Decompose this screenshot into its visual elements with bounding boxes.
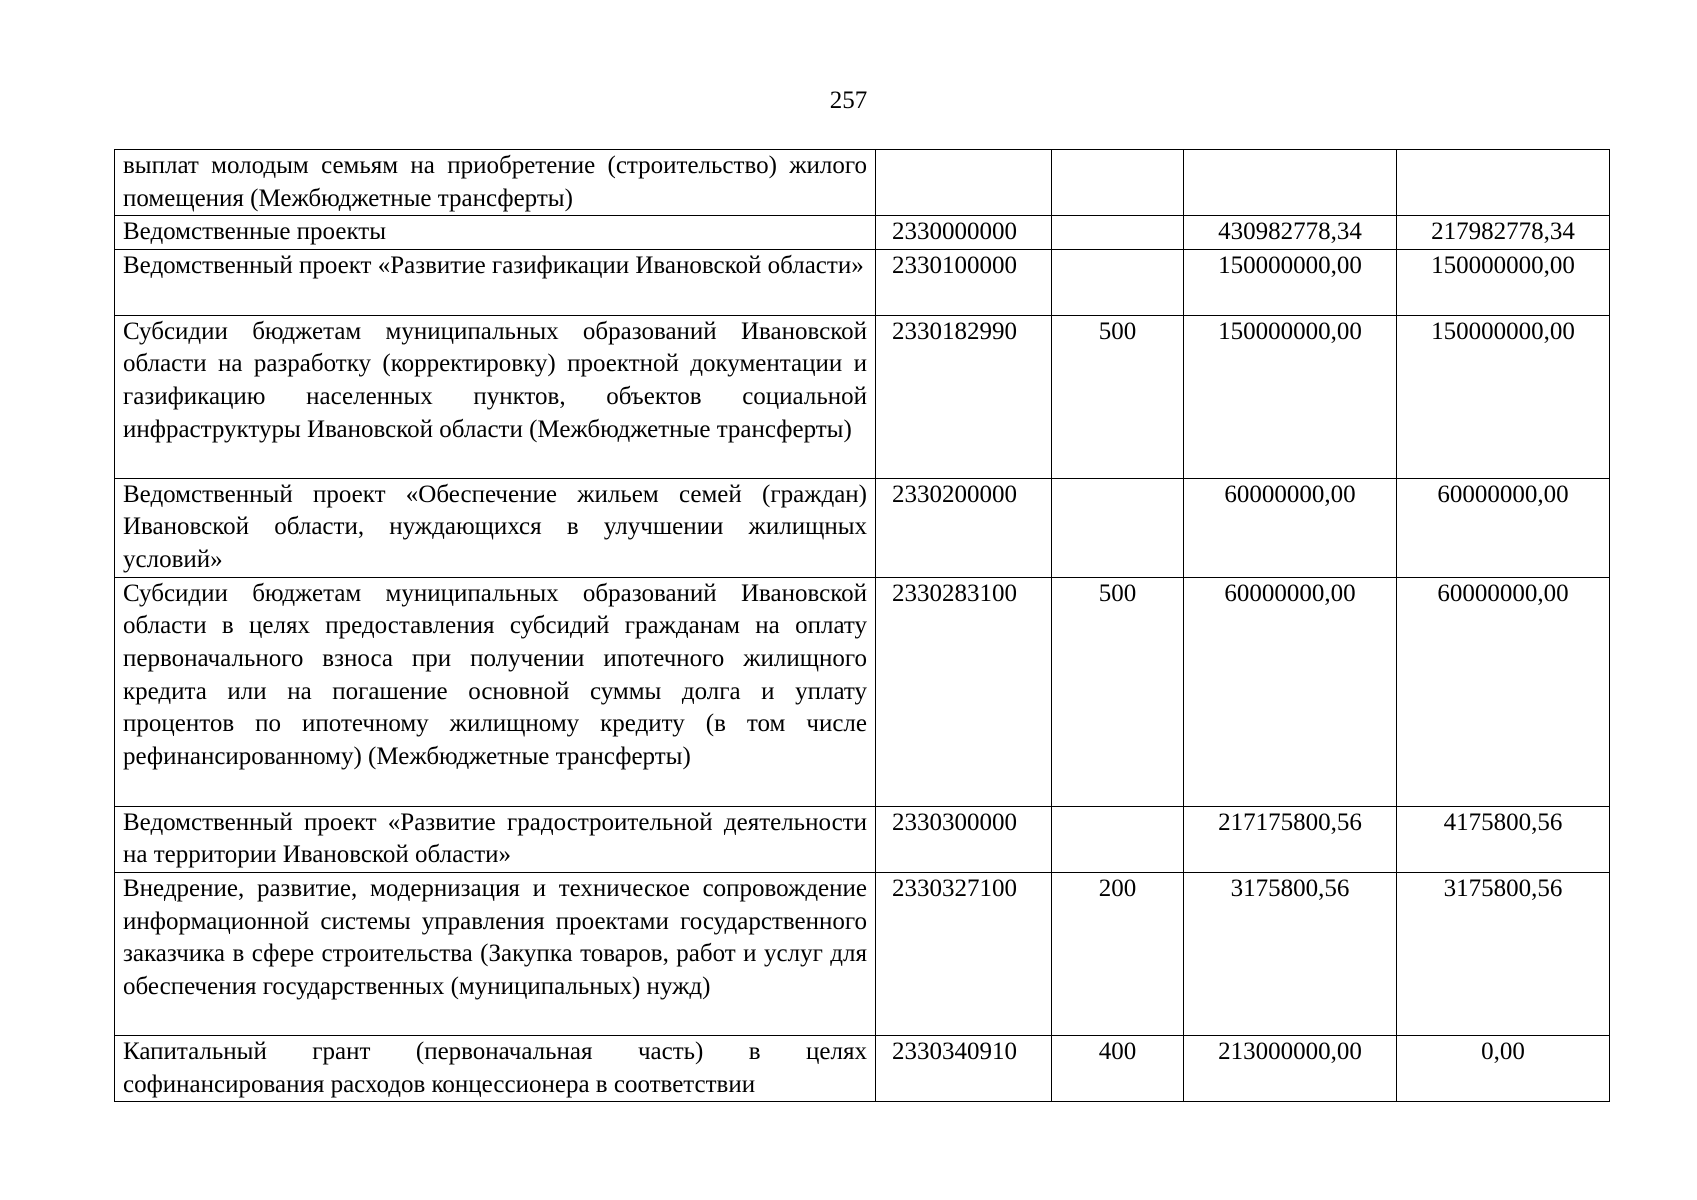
table-row	[115, 150, 1610, 216]
row-name-cell: Ведомственные проекты	[115, 216, 876, 250]
row-sum2-cell: 217982778,34	[1397, 216, 1610, 250]
row-name-cell: Капитальный грант (первоначальная часть) в целях софинансирования расходов концессионера в соответствии	[115, 1035, 876, 1101]
row-code-cell: 2330182990	[876, 315, 1052, 478]
row-name-cell: Ведомственный проект «Развитие газификации Ивановской области»	[115, 249, 876, 315]
row-type-cell: 500	[1052, 315, 1184, 478]
row-code-cell	[876, 150, 1052, 216]
row-sum1-cell: 217175800,56	[1184, 806, 1397, 872]
row-type-cell	[1052, 478, 1184, 577]
row-type-cell	[1052, 150, 1184, 216]
row-type-cell	[1052, 216, 1184, 250]
row-code-cell: 2330200000	[876, 478, 1052, 577]
row-type-cell	[1052, 806, 1184, 872]
row-sum1-cell: 150000000,00	[1184, 315, 1397, 478]
row-code-cell: 2330100000	[876, 249, 1052, 315]
table-row	[115, 872, 1610, 1035]
row-sum2-cell: 4175800,56	[1397, 806, 1610, 872]
row-type-cell: 400	[1052, 1035, 1184, 1101]
row-name-cell: Субсидии бюджетам муниципальных образований Ивановской области на разработку (корректировку) проектной документации и газификацию населенных пунктов, объектов социальной инфраструктуры Ивановской области (Межбюджетные трансферты)	[115, 315, 876, 478]
row-sum1-cell: 3175800,56	[1184, 872, 1397, 1035]
table-row	[115, 478, 1610, 577]
row-sum1-cell: 430982778,34	[1184, 216, 1397, 250]
row-name-cell: Ведомственный проект «Обеспечение жильем семей (граждан) Ивановской области, нуждающихся в улучшении жилищных условий»	[115, 478, 876, 577]
table-row	[115, 806, 1610, 872]
row-type-cell	[1052, 249, 1184, 315]
row-sum2-cell: 0,00	[1397, 1035, 1610, 1101]
table-row	[115, 1035, 1610, 1101]
table-row	[115, 249, 1610, 315]
table-row	[115, 216, 1610, 250]
row-sum2-cell: 60000000,00	[1397, 577, 1610, 806]
table-row	[115, 577, 1610, 806]
row-sum1-cell: 60000000,00	[1184, 478, 1397, 577]
row-sum1-cell	[1184, 150, 1397, 216]
table-row	[115, 315, 1610, 478]
row-sum1-cell: 150000000,00	[1184, 249, 1397, 315]
budget-table	[114, 149, 1610, 1102]
row-sum2-cell	[1397, 150, 1610, 216]
row-sum1-cell: 213000000,00	[1184, 1035, 1397, 1101]
row-sum1-cell: 60000000,00	[1184, 577, 1397, 806]
row-code-cell: 2330340910	[876, 1035, 1052, 1101]
row-name-cell: Ведомственный проект «Развитие градостроительной деятельности на территории Ивановской области»	[115, 806, 876, 872]
row-name-cell: выплат молодым семьям на приобретение (строительство) жилого помещения (Межбюджетные трансферты)	[115, 150, 876, 216]
row-sum2-cell: 3175800,56	[1397, 872, 1610, 1035]
row-type-cell: 500	[1052, 577, 1184, 806]
row-sum2-cell: 150000000,00	[1397, 249, 1610, 315]
row-sum2-cell: 60000000,00	[1397, 478, 1610, 577]
row-code-cell: 2330283100	[876, 577, 1052, 806]
page-number: 257	[829, 87, 868, 114]
row-code-cell: 2330000000	[876, 216, 1052, 250]
row-name-cell: Внедрение, развитие, модернизация и техническое сопровождение информационной системы управления проектами государственного заказчика в сфере строительства (Закупка товаров, работ и услуг для обеспечения государственных (муниципальных) нужд)	[115, 872, 876, 1035]
row-type-cell: 200	[1052, 872, 1184, 1035]
row-code-cell: 2330327100	[876, 872, 1052, 1035]
row-code-cell: 2330300000	[876, 806, 1052, 872]
row-sum2-cell: 150000000,00	[1397, 315, 1610, 478]
row-name-cell: Субсидии бюджетам муниципальных образований Ивановской области в целях предоставления субсидий гражданам на оплату первоначального взноса при получении ипотечного жилищного кредита или на погашение основной суммы долга и уплату процентов по ипотечному жилищному кредиту (в том числе рефинансированному) (Межбюджетные трансферты)	[115, 577, 876, 806]
